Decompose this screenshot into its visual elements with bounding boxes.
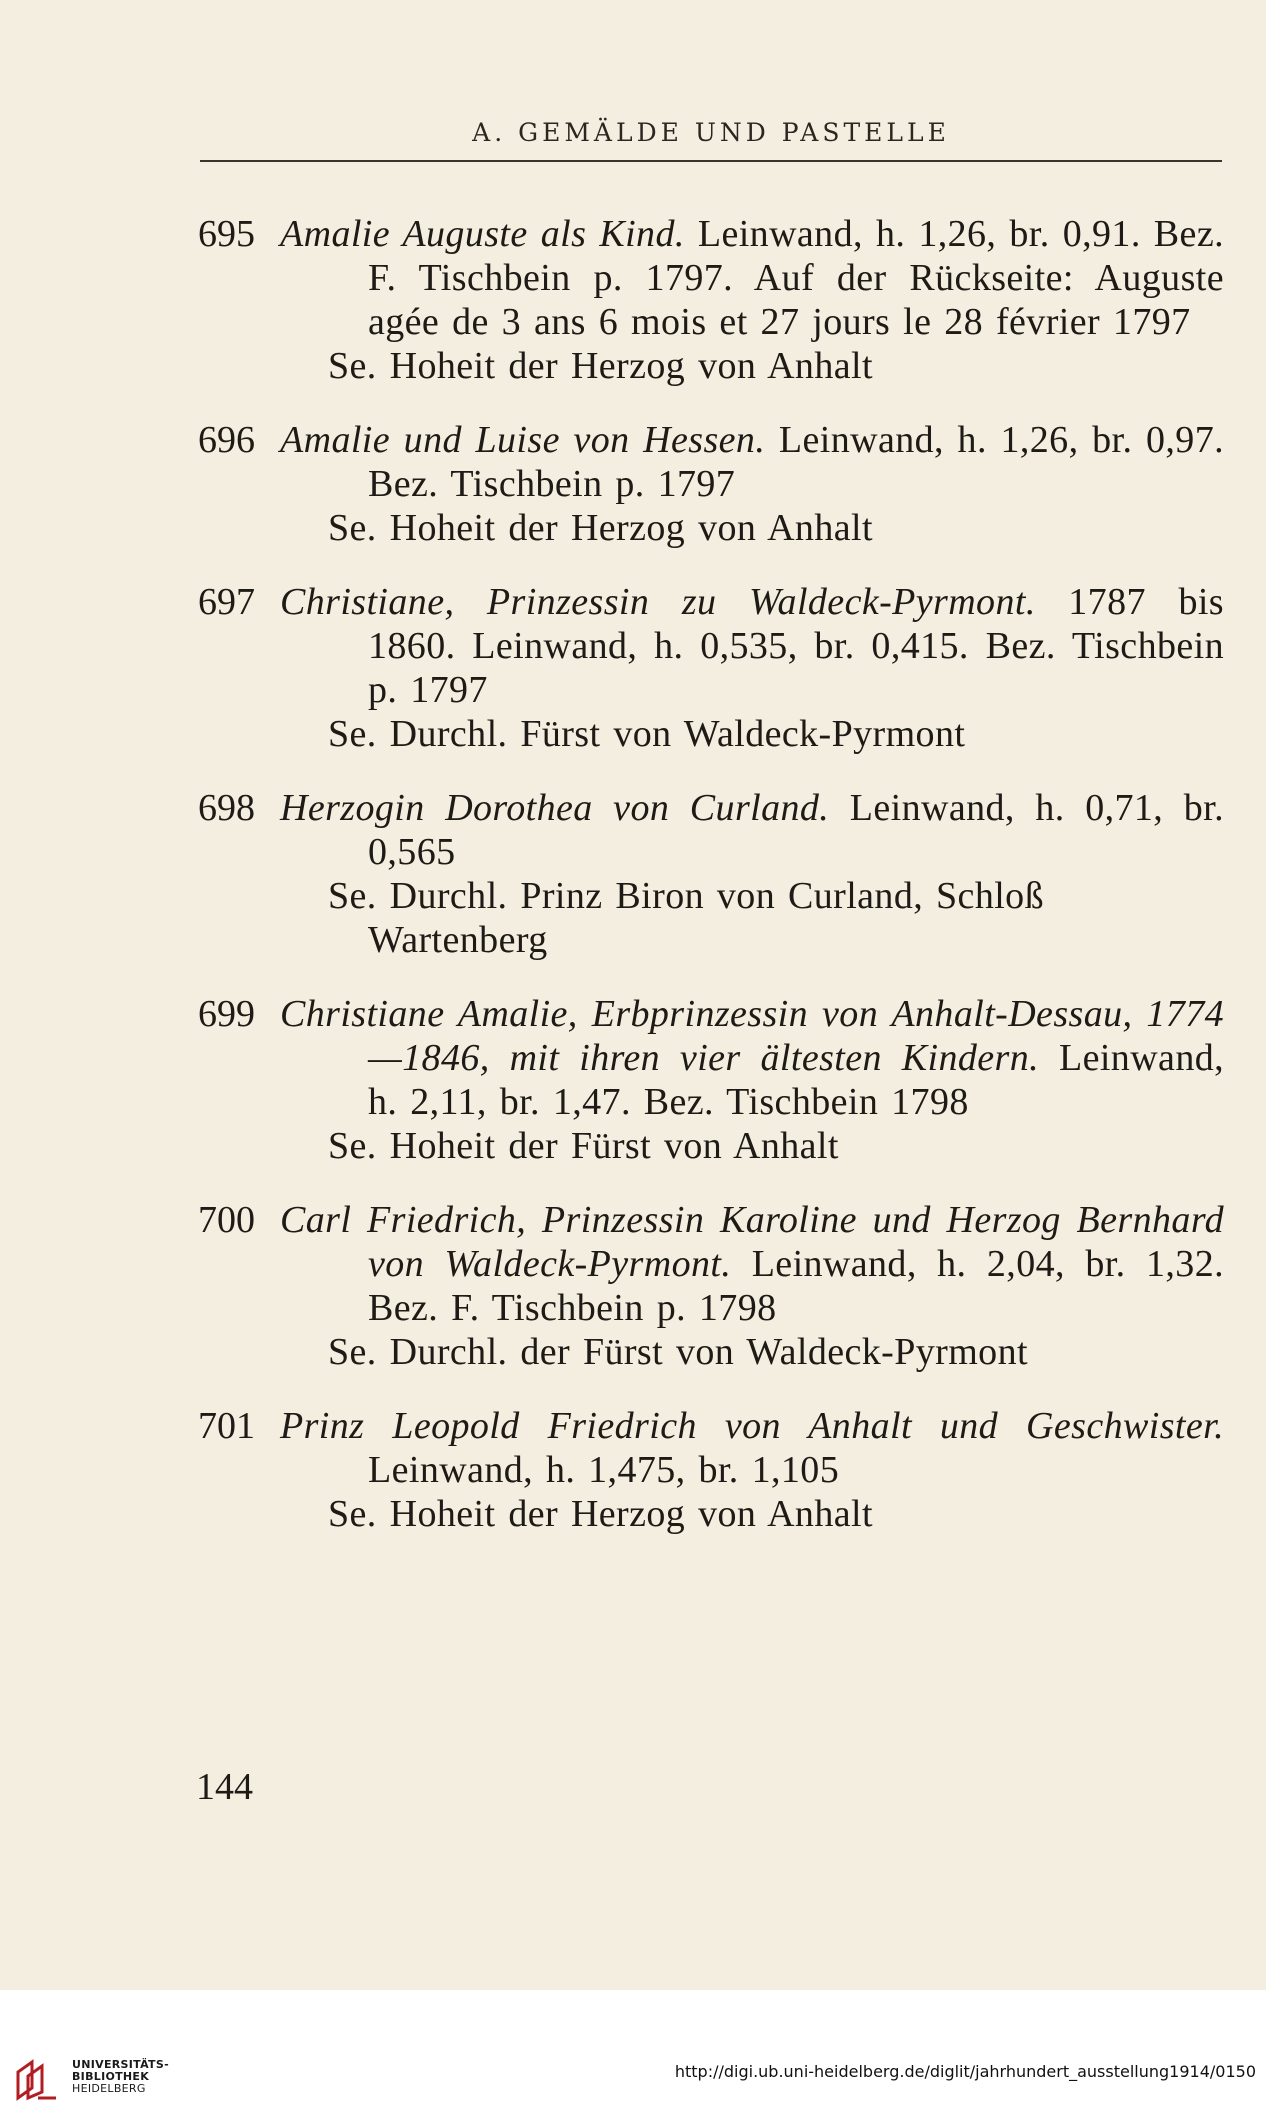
entry-number: 697: [198, 581, 255, 623]
entry-number: 700: [198, 1199, 255, 1241]
catalog-entry-699: [198, 992, 1224, 1168]
entry-details: Leinwand, h. 2,11, br. 1,47. Bez. Tischbein 1798: [368, 1037, 1225, 1123]
catalog-entry-696: [198, 418, 1224, 550]
entry-number: 696: [198, 419, 255, 461]
library-name-line3: HEIDELBERG: [72, 2082, 146, 2095]
entry-number: 699: [198, 993, 255, 1035]
entry-owner: Se. Hoheit der Herzog von Anhalt: [328, 345, 873, 387]
entry-title: Prinz Leopold Friedrich von Anhalt und Geschwister.: [280, 1405, 1224, 1447]
entry-details: Leinwand, h. 2,04, br. 1,32. Bez. F. Tischbein p. 1798: [368, 1243, 1225, 1329]
library-name: [72, 2059, 169, 2095]
entry-owner: Se. Hoheit der Herzog von Anhalt: [328, 507, 873, 549]
page-number: 144: [196, 1766, 253, 1808]
entry-description: [280, 1198, 1225, 1330]
entry-description: [280, 418, 1225, 506]
catalog-entry-698: [198, 786, 1224, 962]
entry-owner: Se. Hoheit der Fürst von Anhalt: [328, 1125, 839, 1167]
entry-title: Amalie und Luise von Hessen.: [280, 419, 766, 461]
entry-details: Leinwand, h. 1,26, br. 0,97. Bez. Tischbein p. 1797: [368, 419, 1225, 505]
entry-owner: Se. Durchl. der Fürst von Waldeck-Pyrmont: [328, 1331, 1028, 1373]
entry-number: 698: [198, 787, 255, 829]
library-name-line1: UNIVERSITÄTS-: [72, 2058, 169, 2071]
entry-description: [280, 1404, 1224, 1492]
running-header: A. GEMÄLDE UND PASTELLE: [472, 118, 950, 147]
entry-details: Leinwand, h. 0,71, br. 0,565: [368, 787, 1224, 873]
catalog-entry-695: [198, 212, 1224, 388]
source-url-link[interactable]: http://digi.ub.uni-heidelberg.de/diglit/jahrhundert_ausstellung1914/0150: [674, 2062, 1256, 2081]
entry-description: [280, 992, 1225, 1124]
entry-details: Leinwand, h. 1,26, br. 0,91. Bez. F. Tischbein p. 1797. Auf der Rückseite: Auguste agée de 3 ans 6 mois et 27 jours le 28 février 1797: [368, 213, 1224, 343]
entry-title: Christiane Amalie, Erbprinzessin von Anhalt-Dessau, 1774—1846, mit ihren vier ältesten Kindern.: [280, 993, 1224, 1079]
entry-number: 701: [198, 1405, 255, 1447]
catalog-entries: [198, 212, 1224, 1566]
entry-title: Amalie Auguste als Kind.: [280, 213, 685, 255]
entry-number: 695: [198, 213, 255, 255]
catalog-entry-697: [198, 580, 1224, 756]
entry-description: [280, 786, 1224, 874]
entry-owner: Se. Hoheit der Herzog von Anhalt: [328, 1493, 873, 1535]
entry-title: Christiane, Prinzessin zu Waldeck-Pyrmont.: [280, 581, 1036, 623]
library-name-line2: BIBLIOTHEK: [72, 2070, 150, 2083]
catalog-entry-700: [198, 1198, 1224, 1374]
entry-owner: Se. Durchl. Prinz Biron von Curland, Schloß Wartenberg: [328, 875, 1044, 961]
entry-details: Leinwand, h. 1,475, br. 1,105: [368, 1449, 840, 1491]
entry-title: Herzogin Dorothea von Curland.: [280, 787, 830, 829]
entry-title: Carl Friedrich, Prinzessin Karoline und Herzog Bernhard von Waldeck-Pyrmont.: [280, 1199, 1224, 1285]
library-logo-icon: [14, 2058, 60, 2102]
entry-details: 1787 bis 1860. Leinwand, h. 0,535, br. 0,415. Bez. Tischbein p. 1797: [368, 581, 1224, 711]
entry-description: [280, 212, 1224, 344]
entry-owner: Se. Durchl. Fürst von Waldeck-Pyrmont: [328, 713, 966, 755]
header-rule: [200, 160, 1222, 162]
catalog-entry-701: [198, 1404, 1224, 1536]
entry-description: [280, 580, 1224, 712]
